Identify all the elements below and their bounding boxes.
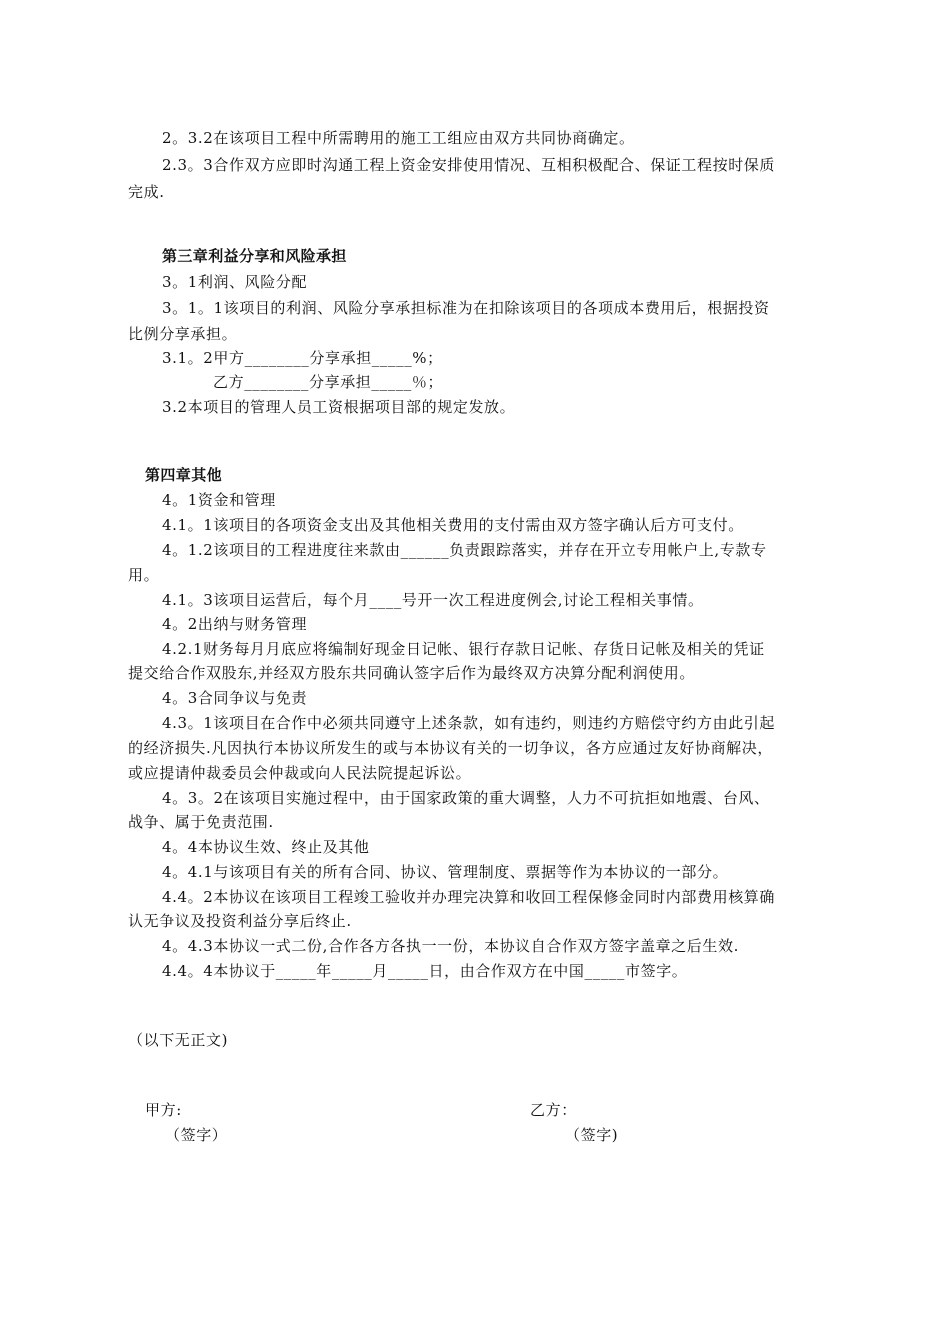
clause-3-1-1: 3。1。1该项目的利润、风险分享承担标准为在扣除该项目的各项成本费用后，根据投资 bbox=[162, 299, 770, 317]
clause-4-4-2: 4.4。2本协议在该项目工程竣工验收并办理完决算和收回工程保修金同时内部费用核算确 bbox=[162, 888, 776, 906]
clause-4-1-2: 4。1.2该项目的工程进度往来款由______负责跟踪落实，并存在开立专用帐户上,专款专 bbox=[162, 541, 767, 559]
party-a-signature: （签字） bbox=[165, 1126, 228, 1144]
clause-4-1-3: 4.1。3该项目运营后，每个月____号开一次工程进度例会,讨论工程相关事情。 bbox=[162, 591, 704, 609]
clause-3-1-2-party-b: 乙方________分享承担_____％； bbox=[213, 373, 444, 391]
clause-4-1-1: 4.1。1该项目的各项资金支出及其他相关费用的支付需由双方签字确认后方可支付。 bbox=[162, 516, 744, 534]
clause-4-3-2: 4。3。2在该项目实施过程中，由于国家政策的重大调整，人力不可抗拒如地震、台风、 bbox=[162, 789, 770, 807]
party-b-label: 乙方： bbox=[530, 1101, 577, 1119]
section-3-1: 3。1利润、风险分配 bbox=[162, 273, 308, 291]
clause-4-4-4: 4.4。4本协议于_____年_____月_____日，由合作双方在中国_____市签字。 bbox=[162, 962, 688, 980]
clause-3-1-1-cont: 比例分享承担。 bbox=[128, 325, 238, 343]
section-4-4: 4。4本协议生效、终止及其他 bbox=[162, 838, 370, 856]
clause-2-3-3: 2.3。3合作双方应即时沟通工程上资金安排使用情况、互相积极配合、保证工程按时保质 bbox=[162, 156, 776, 174]
clause-4-4-3: 4。4.3本协议一式二份,合作各方各执一一份，本协议自合作双方签字盖章之后生效. bbox=[162, 937, 739, 955]
clause-3-2: 3.2本项目的管理人员工资根据项目部的规定发放。 bbox=[162, 398, 516, 416]
chapter-4-title: 第四章其他 bbox=[145, 466, 223, 484]
section-4-3: 4。3合同争议与免责 bbox=[162, 689, 308, 707]
clause-4-3-1-cont-1: 的经济损失.凡因执行本协议所发生的或与本协议有关的一切争议，各方应通过友好协商解决， bbox=[128, 739, 773, 757]
clause-4-2-1: 4.2.1财务每月月底应将编制好现金日记帐、银行存款日记帐、存货日记帐及相关的凭证 bbox=[162, 640, 765, 658]
end-of-text-note: （以下无正文) bbox=[128, 1031, 229, 1049]
clause-4-3-1: 4.3。1该项目在合作中必须共同遵守上述条款，如有违约，则违约方赔偿守约方由此引起 bbox=[162, 714, 776, 732]
clause-4-4-2-cont: 认无争议及投资利益分享后终止. bbox=[128, 912, 352, 930]
party-b-signature: （签字) bbox=[565, 1126, 619, 1144]
clause-4-3-1-cont-2: 或应提请仲裁委员会仲裁或向人民法院提起诉讼。 bbox=[128, 764, 472, 782]
chapter-3-title: 第三章利益分享和风险承担 bbox=[162, 247, 347, 265]
party-a-label: 甲方: bbox=[145, 1101, 182, 1119]
clause-4-1-2-cont: 用。 bbox=[128, 566, 160, 584]
clause-4-2-1-cont: 提交给合作双股东,并经双方股东共同确认签字后作为最终双方决算分配利润使用。 bbox=[128, 664, 695, 682]
clause-2-3-3-cont: 完成. bbox=[128, 183, 165, 201]
clause-4-3-2-cont: 战争、属于免责范围. bbox=[128, 813, 274, 831]
clause-2-3-2: 2。3.2在该项目工程中所需聘用的施工工组应由双方共同协商确定。 bbox=[162, 129, 635, 147]
section-4-1: 4。1资金和管理 bbox=[162, 491, 276, 509]
clause-4-4-1: 4。4.1与该项目有关的所有合同、协议、管理制度、票据等作为本协议的一部分。 bbox=[162, 863, 729, 881]
section-4-2: 4。2出纳与财务管理 bbox=[162, 615, 308, 633]
clause-3-1-2-party-a: 3.1。2甲方________分享承担_____%； bbox=[162, 349, 443, 367]
